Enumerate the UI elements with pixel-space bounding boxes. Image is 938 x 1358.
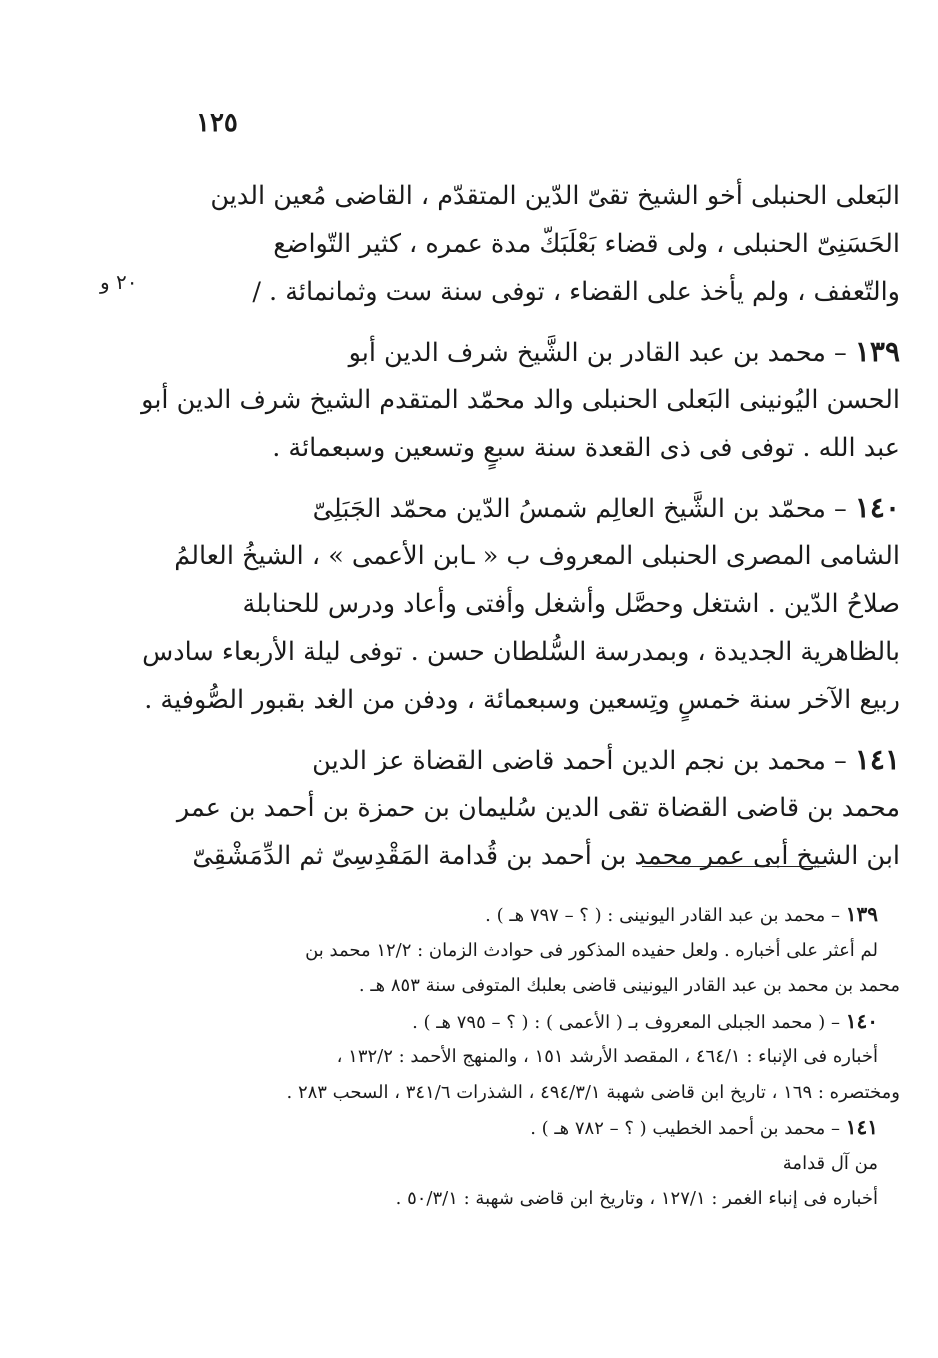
text-line: الشامى المصرى الحنبلى المعروف ب « ـابن الأعمى » ، الشيخُ العالمُ bbox=[174, 541, 900, 571]
footnote-text: – محمد بن أحمد الخطيب ( ؟ – ٧٨٢ هـ ) . bbox=[530, 1118, 841, 1139]
entry-140 bbox=[142, 484, 900, 724]
footnote-number: ١٣٩ bbox=[845, 902, 878, 926]
footnote-line: محمد بن محمد بن عبد القادر اليونينى قاضى بعلبك المتوفى سنة ٨٥٣ هـ . bbox=[358, 975, 900, 996]
text-line bbox=[160, 328, 900, 376]
footnote-number: ١٤١ bbox=[845, 1115, 878, 1139]
entry-number: ١٤٠ bbox=[854, 491, 900, 524]
text-line: الحسن اليُونينى البَعلى الحنبلى والد محمّد المتقدم الشيخ شرف الدين أبو bbox=[141, 385, 900, 415]
footnote-line: أخباره فى الإنباء : ٤٦٤/١ ، المقصد الأرشد ١٥١ ، والمنهج الأحمد : ١٣٢/٢ ، bbox=[336, 1046, 878, 1067]
footnotes bbox=[110, 897, 900, 1217]
paragraph-continuation bbox=[160, 172, 900, 316]
text-line: الحَسَنِىّ الحنبلى ، ولى قضاء بَعْلَبَكّ مدة عمره ، كثير التّواضع bbox=[273, 229, 900, 259]
text-line: البَعلى الحنبلى أخو الشيخ تقىّ الدّين المتقدّم ، القاضى مُعين الدين bbox=[210, 181, 900, 211]
footnote-divider bbox=[642, 866, 826, 867]
entry-heading-text: – محمد بن نجم الدين أحمد قاضى القضاة عز الدين bbox=[312, 746, 847, 776]
text-line: محمد بن قاضى القضاة تقى الدين سُليمان بن حمزة بن أحمد بن عمر bbox=[176, 793, 900, 823]
footnote-text: – محمد بن عبد القادر اليونينى : ( ؟ – ٧٩٧ هـ ) . bbox=[485, 905, 841, 926]
main-text bbox=[141, 172, 900, 892]
text-line bbox=[160, 484, 900, 532]
entry-heading-text: – محمّد بن الشَّيخ العالِم شمسُ الدّين محمّد الجَبَلِىّ bbox=[312, 494, 847, 524]
page-number: ١٢٥ bbox=[196, 108, 238, 138]
footnote-line bbox=[110, 1110, 900, 1146]
text-line: بالظاهرية الجديدة ، وبمدرسة السُّلطان حسن . توفى ليلة الأربعاء سادس bbox=[142, 637, 900, 667]
footnote-line bbox=[110, 1004, 900, 1040]
entry-number: ١٣٩ bbox=[854, 335, 900, 368]
text-line bbox=[160, 736, 900, 784]
footnote-line: ومختصره : ١٦٩ ، تاريخ ابن قاضى شهبة ٤٩٤/٣/١ ، الشذرات ٣٤١/٦ ، السحب ٢٨٣ . bbox=[286, 1081, 900, 1103]
text-line: ربيع الآخر سنة خمسٍ وتِسعين وسبعمائة ، ودفن من الغد بقبور الصُّوفية . bbox=[144, 685, 900, 715]
footnote-number: ١٤٠ bbox=[845, 1008, 878, 1033]
entry-number: ١٤١ bbox=[854, 743, 900, 776]
text-line: صلاحُ الدّين . اشتغل وحصَّل وأشغل وأفتى وأعاد ودرس للحنابلة bbox=[242, 589, 900, 619]
margin-note: ٢٠ و bbox=[100, 270, 138, 294]
footnote-line: من آل قدامة bbox=[782, 1152, 878, 1174]
footnote-line bbox=[110, 897, 900, 933]
entry-139 bbox=[141, 328, 900, 472]
text-line: ابن الشيخ أبى عمر محمد بن أحمد بن قُدامة المَقْدِسِىّ ثم الدِّمَشْقِىّ bbox=[192, 841, 900, 871]
entry-141 bbox=[160, 736, 900, 880]
entry-heading-text: – محمد بن عبد القادر بن الشَّيخ شرف الدين أبو bbox=[348, 338, 847, 368]
footnote-line: لم أعثر على أخباره . ولعل حفيده المذكور فى حوادث الزمان : ١٢/٢ محمد بن bbox=[305, 939, 878, 961]
footnote-line: أخباره فى إنباء الغمر : ١٢٧/١ ، وتاريخ ابن قاضى شهبة : ٥٠/٣/١ . bbox=[395, 1188, 878, 1209]
text-line: والتّعفف ، ولم يأخذ على القضاء ، توفى سنة ست وثمانمائة . / bbox=[252, 277, 900, 307]
text-line: عبد الله . توفى فى ذى القعدة سنة سبعٍ وتسعين وسبعمائة . bbox=[272, 433, 900, 463]
footnote-text: – ( محمد الجبلى المعروف بـ ( الأعمى ) : ( ؟ – ٧٩٥ هـ ) . bbox=[412, 1011, 841, 1033]
